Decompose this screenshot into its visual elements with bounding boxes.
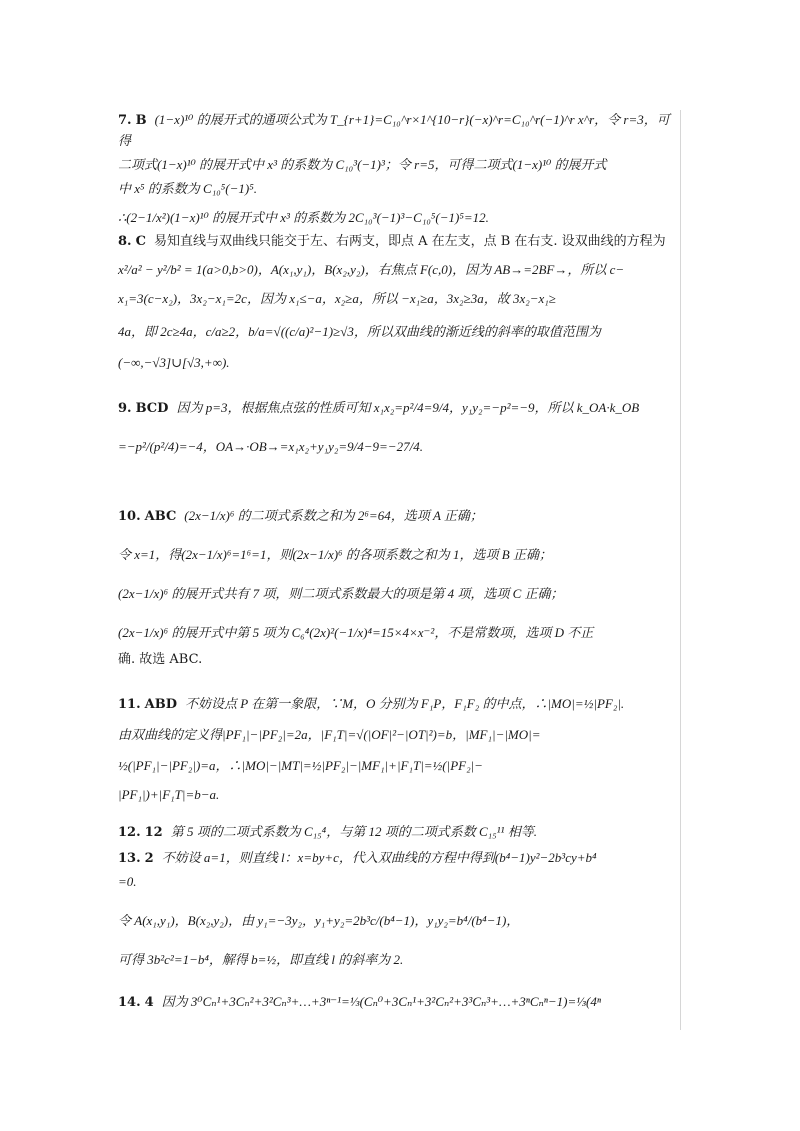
solution-8-line-4 [118, 322, 674, 343]
solution-9-line-1 [118, 398, 674, 419]
solution-text: =−p²/(p²/4)=−4，OA→·OB→=x₁x₂+y₁y₂=9/4−9=−27/4. [118, 439, 423, 454]
solution-answer: ABC [144, 509, 177, 524]
solution-text: 不妨设 a=1，则直线 l：x=by+c，代入双曲线的方程中得到(b⁴−1)y²−2b³cy+b⁴ [161, 850, 597, 865]
solution-number: 10. [118, 509, 141, 524]
solution-9-line-2 [118, 437, 674, 458]
solution-number: 14. [118, 995, 141, 1010]
solution-number: 7. [118, 113, 132, 128]
solution-10-line-2 [118, 545, 674, 566]
solution-13-line-1 [118, 848, 674, 869]
solution-text: 令 x=1，得(2x−1/x)⁶=1⁶=1，则(2x−1/x)⁶ 的各项系数之和为 1，选项 B 正确； [118, 547, 553, 562]
solution-10-line-5 [118, 650, 674, 670]
solution-11-line-4 [118, 785, 674, 806]
solution-11-line-1 [118, 694, 674, 715]
solution-7-line-3 [118, 179, 674, 200]
solution-answer: 2 [144, 851, 154, 866]
solution-8-line-3 [118, 289, 674, 310]
solution-answer: B [135, 113, 147, 128]
solution-7 [118, 110, 674, 232]
solution-text: 二项式(1−x)¹⁰ 的展开式中 x³ 的系数为 C₁₀³(−1)³；令 r=5，可得二项式(1−x)¹⁰ 的展开式 [118, 157, 607, 172]
solution-text: 确. 故选 ABC. [118, 652, 203, 667]
solution-14-line-1 [118, 992, 674, 1013]
solution-10-line-4 [118, 623, 674, 644]
solution-13 [118, 848, 674, 974]
solution-text: (1−x)¹⁰ 的展开式的通项公式为 T_{r+1}=C₁₀^r×1^{10−r}(−x)^r=C₁₀^r(−1)^r x^r，令 r=3，可得 [118, 112, 670, 148]
solution-8 [118, 232, 674, 377]
right-margin-rule [680, 110, 681, 1030]
solution-text: 中 x⁵ 的系数为 C₁₀⁵(−1)⁵. [118, 181, 257, 196]
solution-number: 8. [118, 234, 132, 249]
solution-13-line-4 [118, 950, 674, 971]
solution-7-line-2 [118, 155, 674, 176]
solution-number: 9. [118, 401, 132, 416]
solution-answer: C [135, 234, 146, 249]
solution-text: 令 A(x₁,y₁)，B(x₂,y₂)，由 y₁=−3y₂，y₁+y₂=2b³c/(b⁴−1)，y₁y₂=b⁴/(b⁴−1)， [118, 913, 520, 928]
solution-text: (2x−1/x)⁶ 的二项式系数之和为 2⁶=64，选项 A 正确； [184, 508, 483, 523]
solution-text: 第 5 项的二项式系数为 C₁₅⁴，与第 12 项的二项式系数 C₁₅¹¹ 相等. [170, 824, 537, 839]
solution-8-line-5 [118, 353, 674, 374]
solution-8-line-1 [118, 232, 674, 252]
solution-11-line-2 [118, 725, 674, 746]
solution-10 [118, 506, 674, 673]
solution-number: 13. [118, 851, 141, 866]
solution-14 [118, 992, 674, 1016]
solution-text: 易知直线与双曲线只能交于左、右两支，即点 A 在左支，点 B 在右支. 设双曲线的方程为 [153, 234, 666, 249]
solution-number: 12. [118, 825, 141, 840]
solution-text: |PF₁|)+|F₁T|=b−a. [118, 787, 220, 802]
solution-10-line-1 [118, 506, 674, 527]
solution-text: 可得 3b²c²=1−b⁴，解得 b=½，即直线 l 的斜率为 2. [118, 952, 404, 967]
solution-13-line-3 [118, 911, 674, 932]
solution-answer: 12 [144, 825, 163, 840]
solution-text: 不妨设点 P 在第一象限，∵M，O 分别为 F₁P，F₁F₂ 的中点，∴|MO|=½|PF₂|. [184, 696, 625, 711]
solution-answer: BCD [135, 401, 169, 416]
solution-11-line-3 [118, 756, 674, 777]
solution-10-line-3 [118, 584, 674, 605]
solution-answer: 4 [144, 995, 154, 1010]
solution-answer: ABD [144, 697, 177, 712]
solution-7-line-1 [118, 110, 674, 152]
solution-text: (2x−1/x)⁶ 的展开式中第 5 项为 C₆⁴(2x)²(−1/x)⁴=15×4×x⁻²，不是常数项，选项 D 不正 [118, 625, 594, 640]
solution-12 [118, 822, 674, 846]
solution-12-line-1 [118, 822, 674, 843]
solution-7-line-4 [118, 208, 674, 229]
solution-text: (2x−1/x)⁶ 的展开式共有 7 项，则二项式系数最大的项是第 4 项，选项 C 正确； [118, 586, 564, 601]
solution-text: (−∞,−√3]∪[√3,+∞). [118, 355, 230, 370]
solution-text: x²/a² − y²/b² = 1(a>0,b>0)，A(x₁,y₁)，B(x₂,y₂)，右焦点 F(c,0)，因为 AB→=2BF→，所以 c− [118, 262, 625, 277]
solution-text: 因为 p=3，根据焦点弦的性质可知 x₁x₂=p²/4=9/4，y₁y₂=−p²=−9，所以 k_OA·k_OB [176, 400, 640, 415]
solution-text: 由双曲线的定义得|PF₁|−|PF₂|=2a，|F₁T|=√(|OF|²−|OT|²)=b，|MF₁|−|MO|= [118, 727, 541, 742]
solution-text: x₁=3(c−x₂)，3x₂−x₁=2c，因为 x₁≤−a，x₂≥a，所以 −x₁≥a，3x₂≥3a，故 3x₂−x₁≥ [118, 291, 556, 306]
solution-9 [118, 398, 674, 461]
solution-8-line-2 [118, 260, 674, 281]
solution-13-line-2 [118, 872, 674, 893]
solution-text: =0. [118, 874, 137, 889]
solution-text: ∴(2−1/x²)(1−x)¹⁰ 的展开式中 x³ 的系数为 2C₁₀³(−1)³−C₁₀⁵(−1)⁵=12. [118, 210, 489, 225]
solution-11 [118, 694, 674, 809]
solution-number: 11. [118, 697, 141, 712]
solution-text: ½(|PF₁|−|PF₂|)=a，∴|MO|−|MT|=½|PF₂|−|MF₁|+|F₁T|=½(|PF₂|− [118, 758, 483, 773]
solution-text: 因为 3⁰Cₙ¹+3Cₙ²+3²Cₙ³+…+3ⁿ⁻¹=⅓(Cₙ⁰+3Cₙ¹+3²Cₙ²+3³Cₙ³+…+3ⁿCₙⁿ−1)=⅓(4ⁿ [161, 994, 601, 1009]
solution-text: 4a，即 2c≥4a，c/a≥2，b/a=√((c/a)²−1)≥√3，所以双曲线的渐近线的斜率的取值范围为 [118, 324, 601, 339]
